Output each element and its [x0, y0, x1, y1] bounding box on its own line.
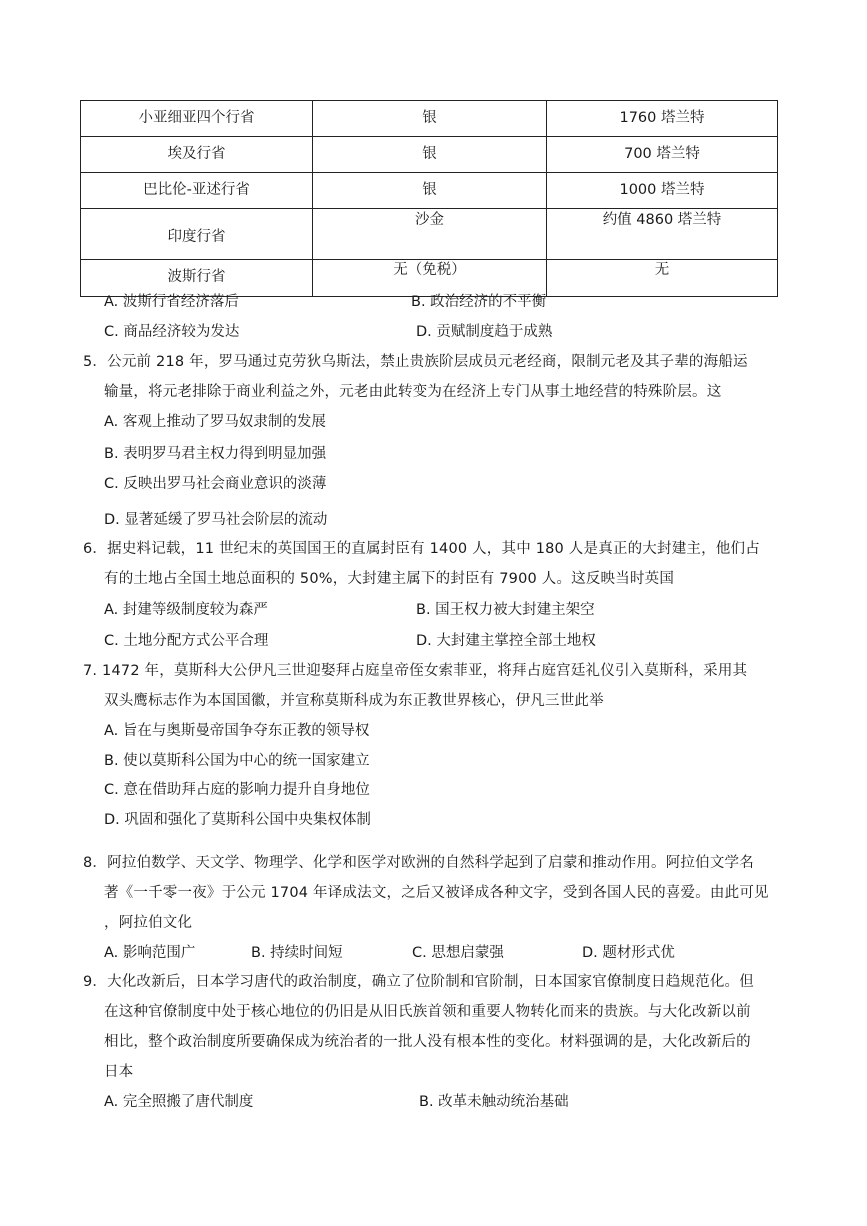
q5-stem-line: 输量，将元老排除于商业利益之外，元老由此转变为在经济上专门从事土地经营的特殊阶层。这 — [104, 384, 722, 400]
q5-option-c[interactable]: C. 反映出罗马社会商业意识的淡薄 — [104, 476, 327, 492]
q7-stem-line: 7. 1472 年，莫斯科大公伊凡三世迎娶拜占庭皇帝侄女索菲亚，将拜占庭宫廷礼仪引入莫斯科，采用其 — [83, 663, 748, 679]
q7-option-a[interactable]: A. 旨在与奥斯曼帝国争夺东正教的领导权 — [104, 723, 370, 739]
tribute-table — [80, 100, 778, 297]
q6-stem-line: 有的土地占全国土地总面积的 50%，大封建主属下的封臣有 7900 人。这反映当时英国 — [104, 571, 675, 587]
q9-stem-line: 在这种官僚制度中处于核心地位的仍旧是从旧氏族首领和重要人物转化而来的贵族。与大化改新以前 — [104, 1004, 751, 1020]
table-cell-province: 巴比伦-亚述行省 — [81, 173, 313, 209]
q8-option-d[interactable]: D. 题材形式优 — [582, 945, 675, 961]
q5-stem-line: 5．公元前 218 年，罗马通过克劳狄乌斯法，禁止贵族阶层成员元老经商，限制元老及其子辈的海船运 — [83, 354, 748, 370]
table-cell-amount: 无 — [547, 260, 778, 297]
table-row — [81, 173, 778, 209]
table-cell-province: 埃及行省 — [81, 137, 313, 173]
q4-option-d[interactable]: D. 贡赋制度趋于成熟 — [416, 324, 553, 340]
q5-option-b[interactable]: B. 表明罗马君主权力得到明显加强 — [104, 446, 327, 462]
q6-option-a[interactable]: A. 封建等级制度较为森严 — [104, 602, 268, 618]
q8-stem-line: 著《一千零一夜》于公元 1704 年译成法文，之后又被译成各种文字，受到各国人民的喜爱。由此可见 — [104, 885, 769, 901]
table-cell-province: 印度行省 — [81, 209, 313, 260]
table-cell-amount: 约值 4860 塔兰特 — [547, 209, 778, 260]
q5-option-a[interactable]: A. 客观上推动了罗马奴隶制的发展 — [104, 414, 326, 430]
q6-option-c[interactable]: C. 土地分配方式公平合理 — [104, 633, 269, 649]
table-cell-tribute-type: 银 — [313, 137, 547, 173]
q9-stem-line: 日本 — [104, 1064, 134, 1080]
q7-option-c[interactable]: C. 意在借助拜占庭的影响力提升自身地位 — [104, 782, 370, 798]
q4-option-c[interactable]: C. 商品经济较为发达 — [104, 324, 240, 340]
table-cell-amount: 700 塔兰特 — [547, 137, 778, 173]
q8-option-b[interactable]: B. 持续时间短 — [251, 945, 343, 961]
q7-stem-line: 双头鹰标志作为本国国徽，并宣称莫斯科成为东正教世界核心，伊凡三世此举 — [104, 693, 604, 709]
table-cell-tribute-type: 沙金 — [313, 209, 547, 260]
q8-stem-line: ，阿拉伯文化 — [104, 915, 193, 931]
q8-stem-line: 8．阿拉伯数学、天文学、物理学、化学和医学对欧洲的自然科学起到了启蒙和推动作用。阿拉伯文学名 — [83, 855, 754, 871]
q8-option-c[interactable]: C. 思想启蒙强 — [412, 945, 504, 961]
table-cell-amount: 1000 塔兰特 — [547, 173, 778, 209]
q6-option-d[interactable]: D. 大封建主掌控全部土地权 — [416, 633, 596, 649]
table-cell-tribute-type: 银 — [313, 101, 547, 137]
q7-option-d[interactable]: D. 巩固和强化了莫斯科公国中央集权体制 — [104, 812, 371, 828]
q6-option-b[interactable]: B. 国王权力被大封建主架空 — [416, 602, 595, 618]
table-row — [81, 260, 778, 297]
table-row — [81, 101, 778, 137]
table-row — [81, 137, 778, 173]
q7-option-b[interactable]: B. 使以莫斯科公国为中心的统一国家建立 — [104, 753, 370, 769]
q4-option-b[interactable]: B. 政治经济的不平衡 — [411, 294, 547, 310]
q5-option-d[interactable]: D. 显著延缓了罗马社会阶层的流动 — [104, 512, 328, 528]
q9-option-b[interactable]: B. 改革未触动统治基础 — [419, 1094, 569, 1110]
table-cell-amount: 1760 塔兰特 — [547, 101, 778, 137]
q9-stem-line: 9．大化改新后，日本学习唐代的政治制度，确立了位阶制和官阶制，日本国家官僚制度日趋规范化。但 — [83, 974, 754, 990]
table-cell-province: 小亚细亚四个行省 — [81, 101, 313, 137]
q9-option-a[interactable]: A. 完全照搬了唐代制度 — [104, 1094, 254, 1110]
table-cell-tribute-type: 无（免税） — [313, 260, 547, 297]
q8-option-a[interactable]: A. 影响范围广 — [104, 945, 196, 961]
table-cell-province: 波斯行省 — [81, 260, 313, 297]
table-cell-tribute-type: 银 — [313, 173, 547, 209]
q6-stem-line: 6．据史料记载，11 世纪末的英国国王的直属封臣有 1400 人，其中 180 人是真正的大封建主，他们占 — [83, 541, 760, 557]
table-row — [81, 209, 778, 260]
q4-option-a[interactable]: A. 波斯行省经济落后 — [104, 294, 239, 310]
q9-stem-line: 相比，整个政治制度所要确保成为统治者的一批人没有根本性的变化。材料强调的是，大化改新后的 — [104, 1034, 751, 1050]
